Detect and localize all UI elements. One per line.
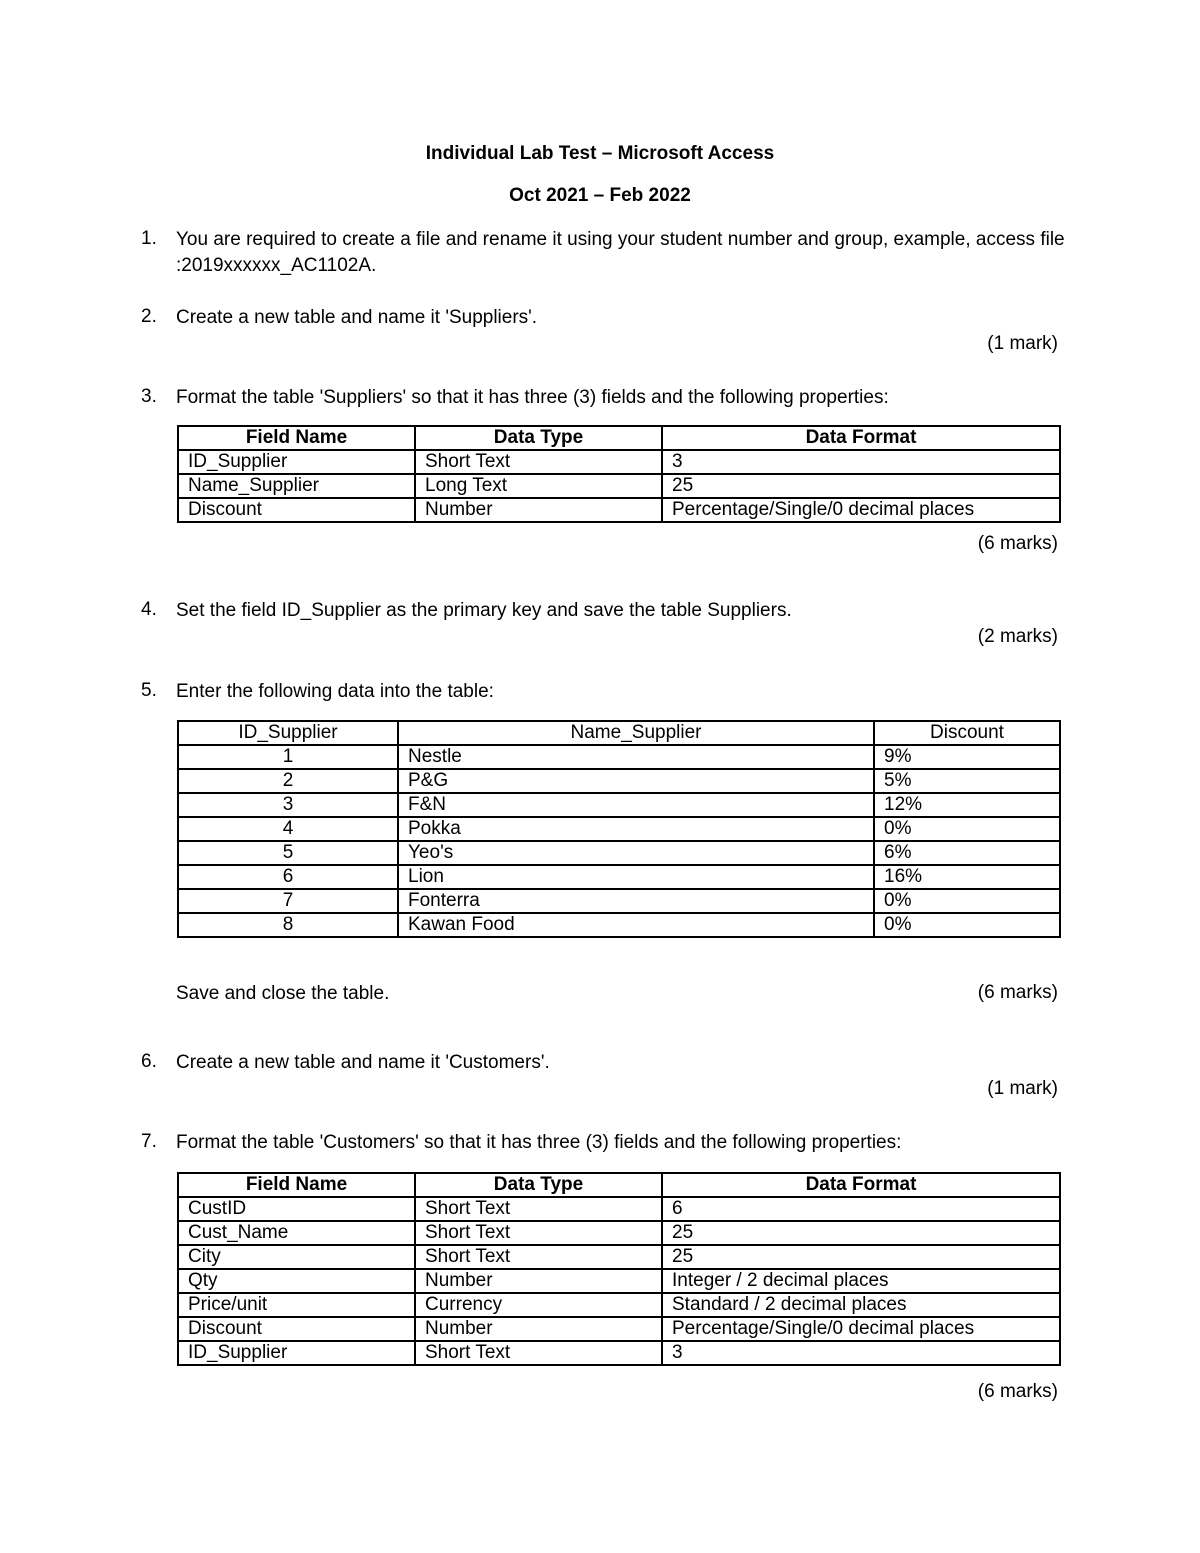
table-cell: 2 [178,769,398,793]
table-cell: 6% [874,841,1060,865]
question-number: 4. [141,599,157,620]
marks-label: (1 mark) [987,1078,1058,1099]
table-row [178,913,1060,937]
table-cell: 6 [178,865,398,889]
table-header-row [178,1173,1060,1197]
document-title: Individual Lab Test – Microsoft Access [425,143,775,164]
table-cell: Discount [178,1317,415,1341]
table-row [178,450,1060,474]
table-cell: 0% [874,817,1060,841]
question-text: You are required to create a file and rename it using your student number and group, example, access file :2019xxxxxx_AC1102A. [176,229,1065,276]
table-cell: 12% [874,793,1060,817]
table-cell: Integer / 2 decimal places [662,1269,1060,1293]
table-cell: Qty [178,1269,415,1293]
table-cell: Long Text [415,474,662,498]
table-header-row [178,721,1060,745]
table-cell: 3 [178,793,398,817]
table-cell: Number [415,498,662,522]
column-header: Field Name [178,1173,415,1197]
table-cell: ID_Supplier [178,450,415,474]
table-cell: Kawan Food [398,913,874,937]
table-row [178,1269,1060,1293]
table-cell: ID_Supplier [178,1341,415,1365]
column-header: Field Name [178,426,415,450]
table-cell: 0% [874,913,1060,937]
table-row [178,889,1060,913]
table-row [178,817,1060,841]
table-row [178,793,1060,817]
table-cell: 25 [662,474,1060,498]
table-cell: Fonterra [398,889,874,913]
document-period: Oct 2021 – Feb 2022 [509,185,691,206]
column-header: Data Type [415,1173,662,1197]
marks-label: (6 marks) [977,533,1058,554]
question-number: 3. [141,386,157,407]
table-cell: 6 [662,1197,1060,1221]
question-text: Enter the following data into the table: [176,681,494,702]
marks-label: (2 marks) [977,626,1058,647]
table-cell: 5% [874,769,1060,793]
table-cell: Name_Supplier [178,474,415,498]
table-cell: 3 [662,450,1060,474]
marks-label: (1 mark) [987,333,1058,354]
table-cell: 9% [874,745,1060,769]
table-cell: 25 [662,1221,1060,1245]
table-cell: F&N [398,793,874,817]
table-cell: 16% [874,865,1060,889]
customers-fields-table [177,1172,1061,1366]
table-row [178,769,1060,793]
column-header: Name_Supplier [398,721,874,745]
table-cell: Cust_Name [178,1221,415,1245]
column-header: Data Format [662,1173,1060,1197]
table-cell: 3 [662,1341,1060,1365]
table-cell: 5 [178,841,398,865]
table-cell: Discount [178,498,415,522]
table-cell: Number [415,1317,662,1341]
question-text: Create a new table and name it 'Customers'. [176,1052,550,1073]
table-cell: Short Text [415,1197,662,1221]
column-header: Discount [874,721,1060,745]
table-cell: Short Text [415,1245,662,1269]
suppliers-data-table [177,720,1061,938]
table-cell: 0% [874,889,1060,913]
table-cell: Nestle [398,745,874,769]
table-cell: CustID [178,1197,415,1221]
table-cell: Percentage/Single/0 decimal places [662,1317,1060,1341]
table-row [178,745,1060,769]
table-cell: Lion [398,865,874,889]
table-cell: Pokka [398,817,874,841]
table-row [178,474,1060,498]
table-header-row [178,426,1060,450]
table-row [178,1293,1060,1317]
table-row [178,498,1060,522]
table-cell: P&G [398,769,874,793]
question-text: Format the table 'Customers' so that it has three (3) fields and the following properties: [176,1132,902,1153]
table-cell: 25 [662,1245,1060,1269]
table-cell: City [178,1245,415,1269]
table-cell: 1 [178,745,398,769]
table-cell: Number [415,1269,662,1293]
table-cell: Price/unit [178,1293,415,1317]
table-cell: Short Text [415,1221,662,1245]
table-cell: Standard / 2 decimal places [662,1293,1060,1317]
table-cell: Short Text [415,450,662,474]
table-row [178,1245,1060,1269]
table-cell: Yeo's [398,841,874,865]
question-number: 6. [141,1051,157,1072]
suppliers-fields-table [177,425,1061,523]
column-header: ID_Supplier [178,721,398,745]
marks-label: (6 marks) [977,982,1058,1003]
table-cell: 4 [178,817,398,841]
table-row [178,1197,1060,1221]
table-row [178,1221,1060,1245]
question-number: 1. [141,228,157,249]
instruction-text: Save and close the table. [176,983,390,1004]
column-header: Data Type [415,426,662,450]
question-number: 2. [141,306,157,327]
table-cell: Currency [415,1293,662,1317]
table-cell: 8 [178,913,398,937]
table-row [178,1317,1060,1341]
question-number: 7. [141,1131,157,1152]
question-text: Set the field ID_Supplier as the primary key and save the table Suppliers. [176,600,792,621]
question-text: Create a new table and name it 'Suppliers'. [176,307,538,328]
table-row [178,865,1060,889]
marks-label: (6 marks) [977,1381,1058,1402]
question-text: Format the table 'Suppliers' so that it has three (3) fields and the following properties: [176,387,889,408]
question-number: 5. [141,680,157,701]
table-row [178,1341,1060,1365]
table-cell: 7 [178,889,398,913]
column-header: Data Format [662,426,1060,450]
table-cell: Short Text [415,1341,662,1365]
table-cell: Percentage/Single/0 decimal places [662,498,1060,522]
table-row [178,841,1060,865]
